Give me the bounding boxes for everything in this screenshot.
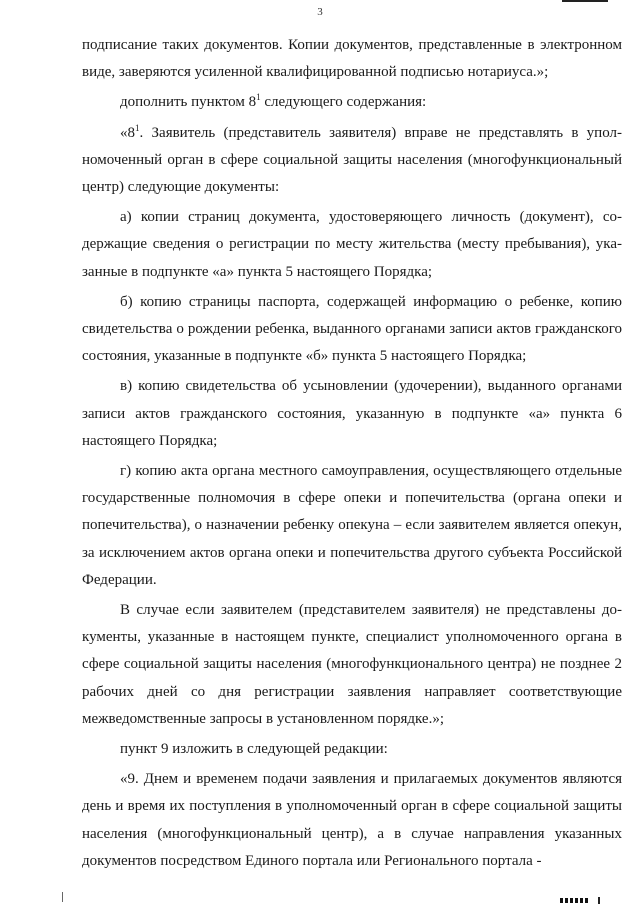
document-body xyxy=(82,32,622,878)
scan-mark xyxy=(598,897,600,904)
scan-mark xyxy=(562,0,608,2)
paragraph-item-a: а) копии страниц документа, удостоверяющего личность (документ), содержащие сведения о регистрации по месту жительства (месту пребывания), указанные в подпункте «а» пункта 5 настоящего Порядка; xyxy=(82,209,622,280)
text-segment: следующего содержания: xyxy=(260,94,427,111)
text-segment: дополнить пунктом 8 xyxy=(120,94,257,111)
scan-mark xyxy=(62,892,63,902)
text-segment: «8 xyxy=(120,124,135,141)
scan-mark xyxy=(560,898,588,903)
paragraph-clause-8-1 xyxy=(82,120,622,202)
paragraph-item-b: б) копию страницы паспорта, содержащей информацию о ребенке, копию свидетельства о рождении ребенка, выданного органами записи актов гражданского состояния, указанные в подпункте «б» пункта 5 настоящего Порядка; xyxy=(82,293,622,365)
page-number: 3 xyxy=(317,6,323,18)
superscript: 1 xyxy=(135,122,140,133)
paragraph-amendment-add-8-1 xyxy=(82,89,622,116)
paragraph-item-g: г) копию акта органа местного самоуправления, осуществляющего отдельные государственные полномочия в сфере опеки и попечительства (органа опеки и попечительства), о назначении ребенку опекуна – если заявителем является опекун, за исключением актов органа опеки и попечительства другого субъекта Российской Федерации. xyxy=(82,463,622,588)
paragraph-continuation: подписание таких документов. Копии документов, представленные в электронном виде, заверяются усиленной квалифицированной подписью нотариуса.»; xyxy=(82,37,622,81)
paragraph-amendment-9: пункт 9 изложить в следующей редакции: xyxy=(120,741,388,758)
superscript: 1 xyxy=(256,92,261,103)
text-segment: . Заявитель (представитель заявителя) вправе не представлять в уполномоченный орган в сфере социальной защиты населения (многофункциональный центр) следующие документы: xyxy=(82,124,622,196)
paragraph-item-v: в) копию свидетельства об усыновлении (удочерении), выданного органами записи актов гражданского состояния, указанную в подпункте «а» пункта 6 настоящего Порядка; xyxy=(82,378,622,449)
paragraph-clause-9: «9. Днем и временем подачи заявления и прилагаемых документов являются день и время их поступления в уполномоченный орган в сфере социальной защиты населения (многофункциональный центр), а в случае направления указанных документов посредством Единого портала или Регионального портала - xyxy=(82,771,622,869)
paragraph-requests: В случае если заявителем (представителем заявителя) не представлены документы, указанные в настоящем пункте, специалист уполномоченного органа в сфере социальной защиты населения (многофункционального центра) не позднее 2 рабочих дней со дня регистрации заявления направляет соответствующие межведомственные запросы в установленном порядке.»; xyxy=(82,602,622,727)
